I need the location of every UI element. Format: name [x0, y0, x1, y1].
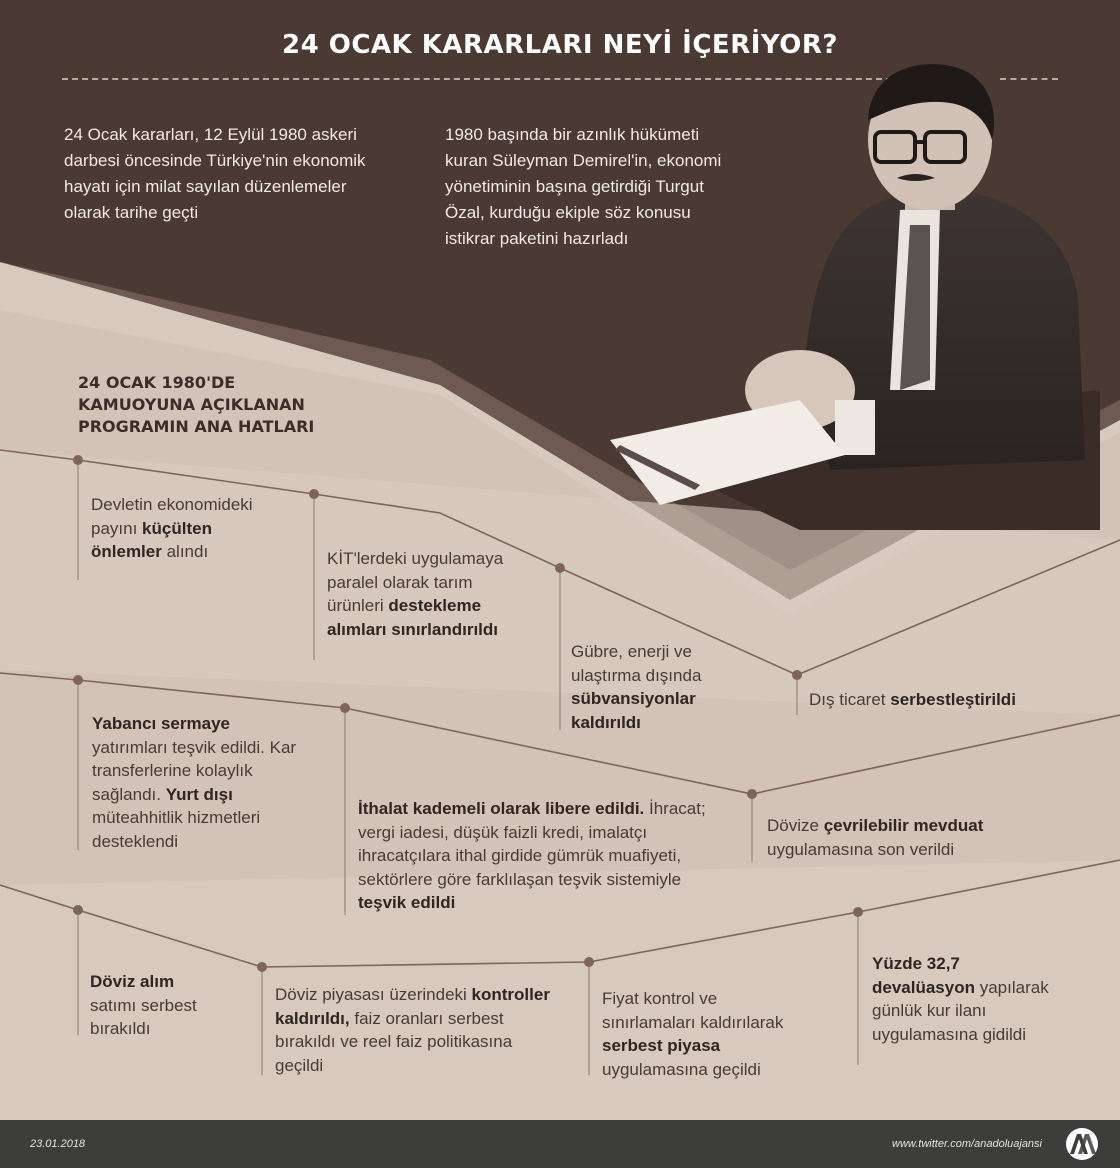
item-8: Döviz alım satımı serbest bırakıldı: [90, 972, 197, 1038]
item-4: Dış ticaret serbestleştirildi: [809, 690, 1016, 709]
item-7: Dövize çevrilebilir mevduat uygulamasına son verildi: [767, 816, 984, 859]
publish-date: 23.01.2018: [30, 1138, 86, 1150]
intro-right: 1980 başında bir azınlık hükümeti kuran Süleyman Demirel'in, ekonomi yönetiminin başına getirdiği Turgut Özal, kurduğu ekiple söz konusu istikrar paketini hazırladı: [445, 125, 722, 248]
item-1: Devletin ekonomideki payını küçülten önlemler alındı: [91, 495, 253, 561]
item-3: Gübre, enerji ve ulaştırma dışında sübvansiyonlar kaldırıldı: [571, 642, 702, 732]
item-6: İthalat kademeli olarak libere edildi. İhracat; vergi iadesi, düşük faizli kredi, imalatçı ihracatçılara ithal girdide gümrük muafiyeti, sektörlere göre farklılaşan teşvik sistemiyle teşvik edildi: [358, 799, 706, 912]
item-2: KİT'lerdeki uygulamaya paralel olarak tarım ürünleri destekleme alımları sınırlandırıldı: [327, 549, 504, 639]
twitter-link[interactable]: www.twitter.com/anadoluajansi: [892, 1138, 1042, 1150]
anadolu-agency-logo-icon: [1062, 1126, 1102, 1162]
page-title: 24 OCAK KARARLARI NEYİ İÇERİYOR?: [282, 30, 838, 60]
item-11: Yüzde 32,7 devalüasyon yapılarak günlük kur ilanı uygulamasına gidildi: [872, 954, 1049, 1044]
intro-left: 24 Ocak kararları, 12 Eylül 1980 askeri darbesi öncesinde Türkiye'nin ekonomik hayatı için milat sayılan düzenlemeler olarak tarihe geçti: [64, 125, 366, 222]
item-5: Yabancı sermaye yatırımları teşvik edildi. Kar transferlerine kolaylık sağlandı. Yurt dışı müteahhitlik hizmetleri desteklendi: [92, 714, 297, 851]
section-heading: 24 OCAK 1980'DE KAMUOYUNA AÇIKLANAN PROGRAMIN ANA HATLARI: [78, 373, 315, 436]
footer-bar: [0, 1120, 1120, 1168]
turgut-ozal-photo: [600, 60, 1100, 530]
item-9: Döviz piyasası üzerindeki kontroller kaldırıldı, faiz oranları serbest bırakıldı ve reel faiz politikasına geçildi: [275, 985, 550, 1075]
item-10: Fiyat kontrol ve sınırlamaları kaldırılarak serbest piyasa uygulamasına geçildi: [602, 989, 784, 1079]
